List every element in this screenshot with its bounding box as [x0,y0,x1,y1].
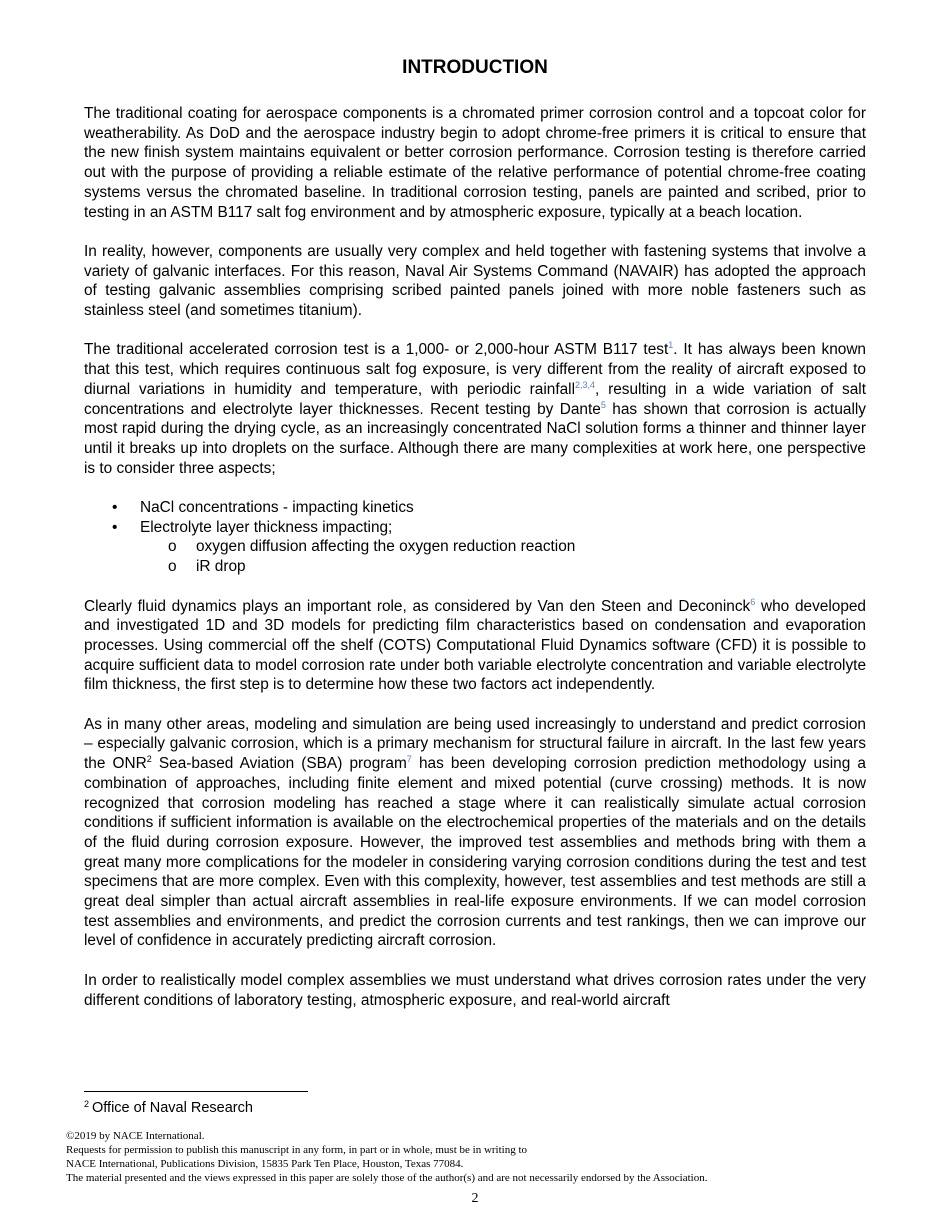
paragraph-5-text-c: has been developing corrosion prediction methodology using a combination of approaches, including finite element and mixed potential (curve crossing) methods. It is now recognized that corrosion modeling has reached a stage where it can realistically simulate actual corrosion conditions if sufficient information is available on the electrochemical properties of the materials and on the details of the fluid during corrosion exposure. However, the improved test assemblies and methods bring with them a great many more complications for the modeler in considering varying corrosion conditions during the test and test specimens that are more complex. Even with this complexity, however, test assemblies and test methods are still a great deal simpler than actual aircraft assemblies in real-life exposure environments. If we can model corrosion test assemblies and environments, and predict the corrosion currents and test rankings, then we can improve our level of confidence in accurately predicting aircraft corrosion. [84,755,866,950]
disclaimer-line: The material presented and the views expressed in this paper are solely those of the author(s) and are not necessarily endorsed by the Association. [66,1172,708,1185]
list-item [84,518,866,577]
footnote-text: Office of Naval Research [92,1100,253,1116]
reference-link-2-3-4[interactable]: 2,3,4 [575,379,596,390]
paragraph-3-text-a: The traditional accelerated corrosion test is a 1,000- or 2,000-hour ASTM B117 test [84,341,669,359]
paragraph-4-text-a: Clearly fluid dynamics plays an important role, as considered by Van den Steen and Deconinck [84,597,751,615]
paragraph-3-text-d: has shown that corrosion is actually most rapid during the drying cycle, as an increasingly concentrated NaCl solution forms a thinner and thinner layer until it breaks up into droplets on the surface. Although there are many complexities at work here, one perspective is to consider three aspects; [84,400,866,477]
sub-list-item-text: oxygen diffusion affecting the oxygen reduction reaction [196,538,576,556]
sub-list-item [140,537,866,557]
paragraph-3-text-c: , resulting in a wide variation of salt concentrations and electrolyte layer thicknesses. Recent testing by Dante [84,380,866,418]
footnote [84,1100,253,1116]
paragraph-4 [84,597,866,696]
sub-list-item [140,557,866,577]
reference-link-5[interactable]: 5 [600,399,606,410]
paragraph-5-text-a: As in many other areas, modeling and simulation are being used increasingly to understand and predict corrosion – especially galvanic corrosion, which is a primary mechanism for structural failure in aircraft. In the last few years the ONR [84,715,866,773]
reference-link-6[interactable]: 6 [750,596,756,607]
list-item-text: NaCl concentrations - impacting kinetics [140,499,414,517]
copyright-notice [66,1129,707,1185]
bullet-icon: • [112,518,118,536]
page-number: 2 [471,1191,479,1206]
footnote-divider [84,1091,308,1092]
paragraph-5 [84,715,866,951]
body-text [84,104,866,1010]
copyright-line: ©2019 by NACE International. [66,1130,205,1142]
footnote-marker: 2 [146,754,152,765]
section-title: INTRODUCTION [402,57,548,78]
paragraph-2: In reality, however, components are usually very complex and held together with fastening systems that involve a variety of galvanic interfaces. For this reason, Naval Air Systems Command (NAVAIR) has adopted the approach of testing galvanic assemblies comprising scribed painted panels joined with more noble fasteners such as stainless steel (and sometimes titanium). [84,242,866,320]
permission-line: Requests for permission to publish this manuscript in any form, in part or in whole, must be in writing to [66,1144,528,1157]
list-item [84,498,866,518]
address-line: NACE International, Publications Division, 15835 Park Ten Place, Houston, Texas 77084. [66,1158,464,1171]
bullet-icon: • [112,499,118,517]
footnote-number: 2 [84,1099,90,1109]
circle-bullet-icon: o [168,558,177,576]
paragraph-3 [84,340,866,478]
reference-link-7[interactable]: 7 [406,754,412,765]
aspects-list [84,498,866,577]
paragraph-3-text-b: . It has always been known that this test, which requires continuous salt fog exposure, is very different from the reality of aircraft exposed to diurnal variations in humidity and temperature, with periodic rainfall [84,341,866,398]
list-item-text: Electrolyte layer thickness impacting; [140,518,393,536]
paragraph-4-text-b: who developed and investigated 1D and 3D models for predicting film characteristics based on condensation and evaporation processes. Using commercial off the shelf (COTS) Computational Fluid Dynamics software (CFD) it is possible to acquire sufficient data to model corrosion rate under both variable electrolyte concentration and variable electrolyte film thickness, the first step is to determine how these two factors act independently. [84,597,866,694]
sub-list [140,537,866,576]
paragraph-1: The traditional coating for aerospace components is a chromated primer corrosion control and a topcoat color for weatherability. As DoD and the aerospace industry begin to adopt chrome-free primers it is critical to ensure that the new finish system maintains equivalent or better corrosion performance. Corrosion testing is therefore carried out with the purpose of providing a reliable estimate of the relative performance of potential chrome-free coating systems versus the chromated baseline. In traditional corrosion testing, panels are painted and scribed, prior to testing in an ASTM B117 salt fog environment and by atmospheric exposure, typically at a beach location. [84,105,866,221]
circle-bullet-icon: o [168,538,177,556]
sub-list-item-text: iR drop [196,558,246,576]
paragraph-5-text-b: Sea-based Aviation (SBA) program [151,755,407,773]
reference-link-1[interactable]: 1 [668,340,674,351]
paragraph-6: In order to realistically model complex assemblies we must understand what drives corrosion rates under the very different conditions of laboratory testing, atmospheric exposure, and real-world aircraft [84,971,866,1009]
